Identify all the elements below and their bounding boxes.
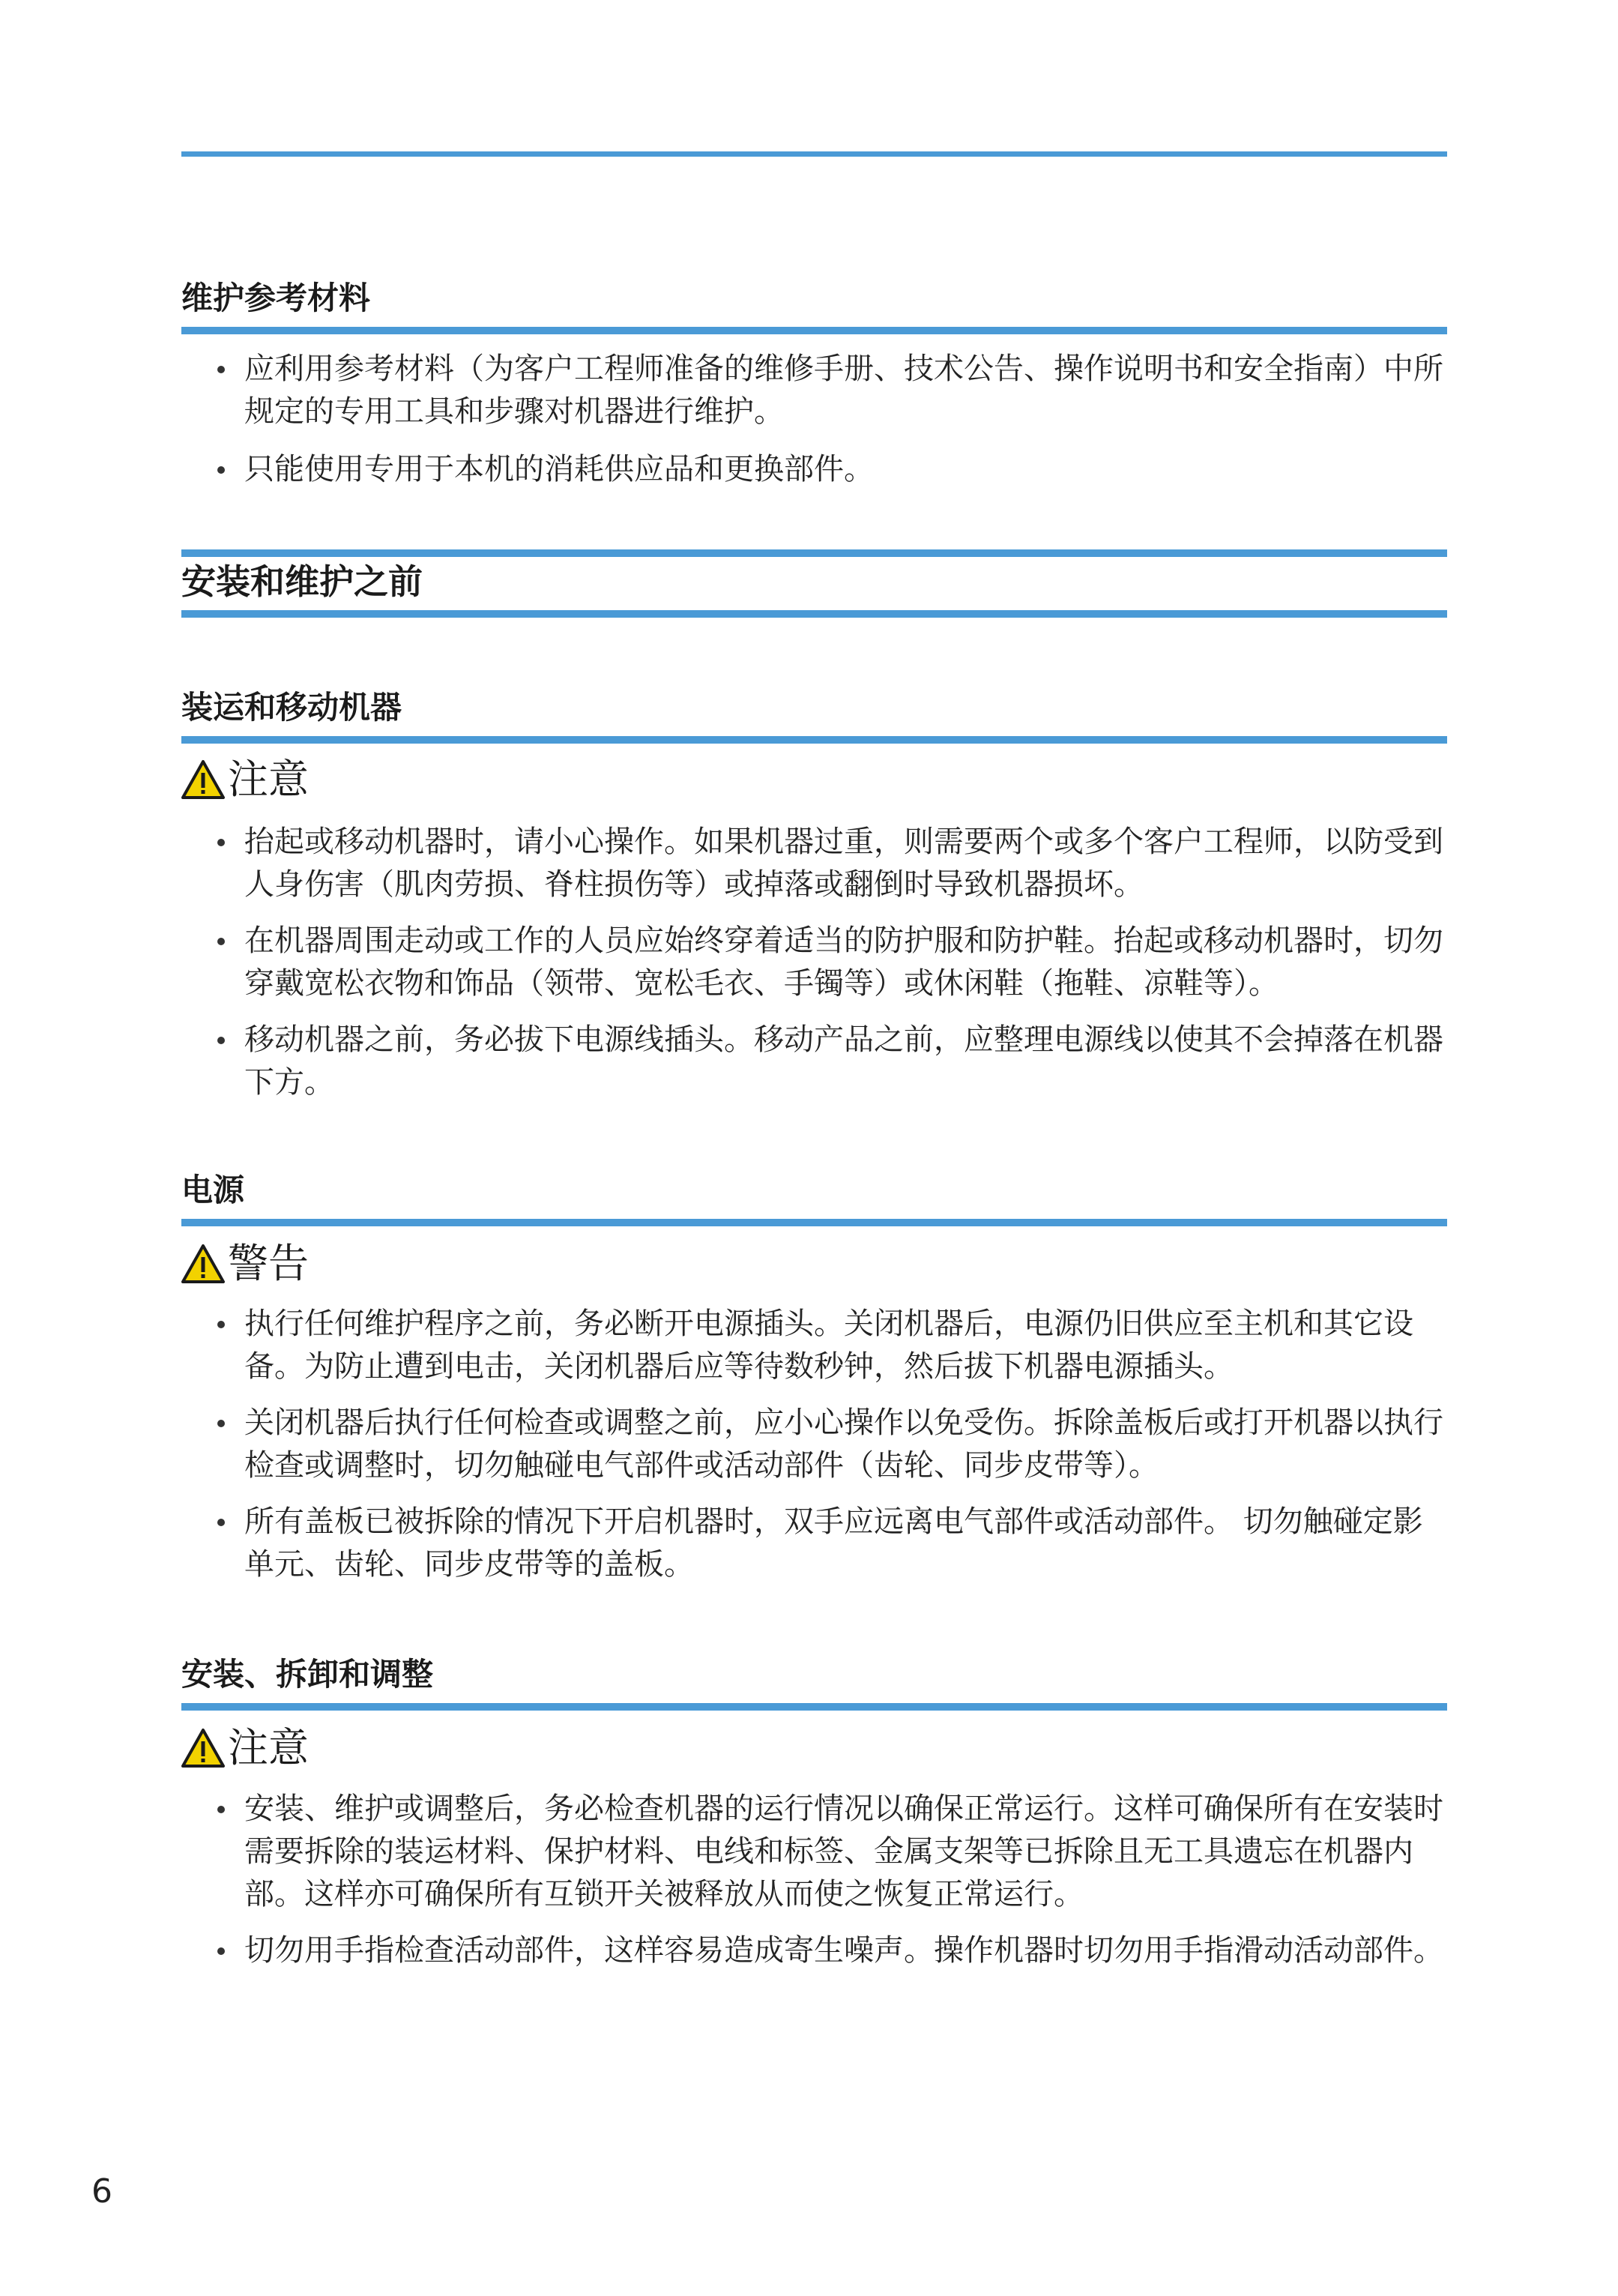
warning-notice	[180, 1240, 309, 1288]
warning-triangle-icon	[180, 1243, 226, 1285]
caution-notice	[180, 756, 309, 804]
list-item: 执行任何维护程序之前，务必断开电源插头。关闭机器后，电源仍旧供应至主机和其它设备。为防止遭到电击，关闭机器后应等待数秒钟，然后拔下机器电源插头。	[217, 1303, 1446, 1388]
section-title-before-installation: 安装和维护之前	[181, 561, 423, 602]
list-item: 应利用参考材料（为客户工程师准备的维修手册、技术公告、操作说明书和安全指南）中所规定的专用工具和步骤对机器进行维护。	[217, 348, 1446, 433]
section-rule-bottom	[181, 610, 1447, 618]
list-item: 关闭机器后执行任何检查或调整之前，应小心操作以免受伤。拆除盖板后或打开机器以执行检查或调整时，切勿触碰电气部件或活动部件（齿轮、同步皮带等）。	[217, 1402, 1446, 1487]
list-item: 所有盖板已被拆除的情况下开启机器时，双手应远离电气部件或活动部件。 切勿触碰定影单元、齿轮、同步皮带等的盖板。	[217, 1501, 1446, 1586]
notice-label: 注意	[228, 1724, 309, 1771]
subheading-rule	[181, 1703, 1447, 1711]
list-item: 移动机器之前，务必拔下电源线插头。移动产品之前，应整理电源线以使其不会掉落在机器下方。	[217, 1019, 1446, 1104]
header-rule	[181, 151, 1447, 157]
list-item: 抬起或移动机器时，请小心操作。如果机器过重，则需要两个或多个客户工程师，以防受到人身伤害（肌肉劳损、脊柱损伤等）或掉落或翻倒时导致机器损坏。	[217, 821, 1446, 906]
list-item: 在机器周围走动或工作的人员应始终穿着适当的防护服和防护鞋。抬起或移动机器时，切勿穿戴宽松衣物和饰品（领带、宽松毛衣、手镯等）或休闲鞋（拖鞋、凉鞋等）。	[217, 920, 1446, 1005]
list-power	[217, 1303, 1446, 1586]
subheading-rule	[181, 736, 1447, 744]
subheading-rule	[181, 327, 1447, 334]
subheading-installation: 安装、拆卸和调整	[181, 1656, 434, 1693]
list-shipping	[217, 821, 1446, 1104]
list-installation	[217, 1788, 1446, 1972]
list-item: 只能使用专用于本机的消耗供应品和更换部件。	[217, 448, 1446, 491]
notice-label: 注意	[228, 756, 309, 803]
section-rule-top	[181, 549, 1447, 557]
list-maintenance-references	[217, 348, 1446, 491]
caution-notice	[180, 1724, 309, 1772]
subheading-shipping: 装运和移动机器	[181, 689, 402, 726]
warning-triangle-icon	[180, 759, 226, 801]
list-item: 切勿用手指检查活动部件，这样容易造成寄生噪声。操作机器时切勿用手指滑动活动部件。	[217, 1929, 1446, 1972]
subheading-power: 电源	[181, 1172, 245, 1208]
warning-triangle-icon	[180, 1727, 226, 1769]
notice-label: 警告	[228, 1240, 309, 1287]
page-number: 6	[91, 2172, 112, 2211]
subheading-rule	[181, 1219, 1447, 1226]
list-item: 安装、维护或调整后，务必检查机器的运行情况以确保正常运行。这样可确保所有在安装时需要拆除的装运材料、保护材料、电线和标签、金属支架等已拆除且无工具遗忘在机器内部。这样亦可确保所有互锁开关被释放从而使之恢复正常运行。	[217, 1788, 1446, 1916]
subheading-maintenance-references: 维护参考材料	[181, 280, 371, 316]
